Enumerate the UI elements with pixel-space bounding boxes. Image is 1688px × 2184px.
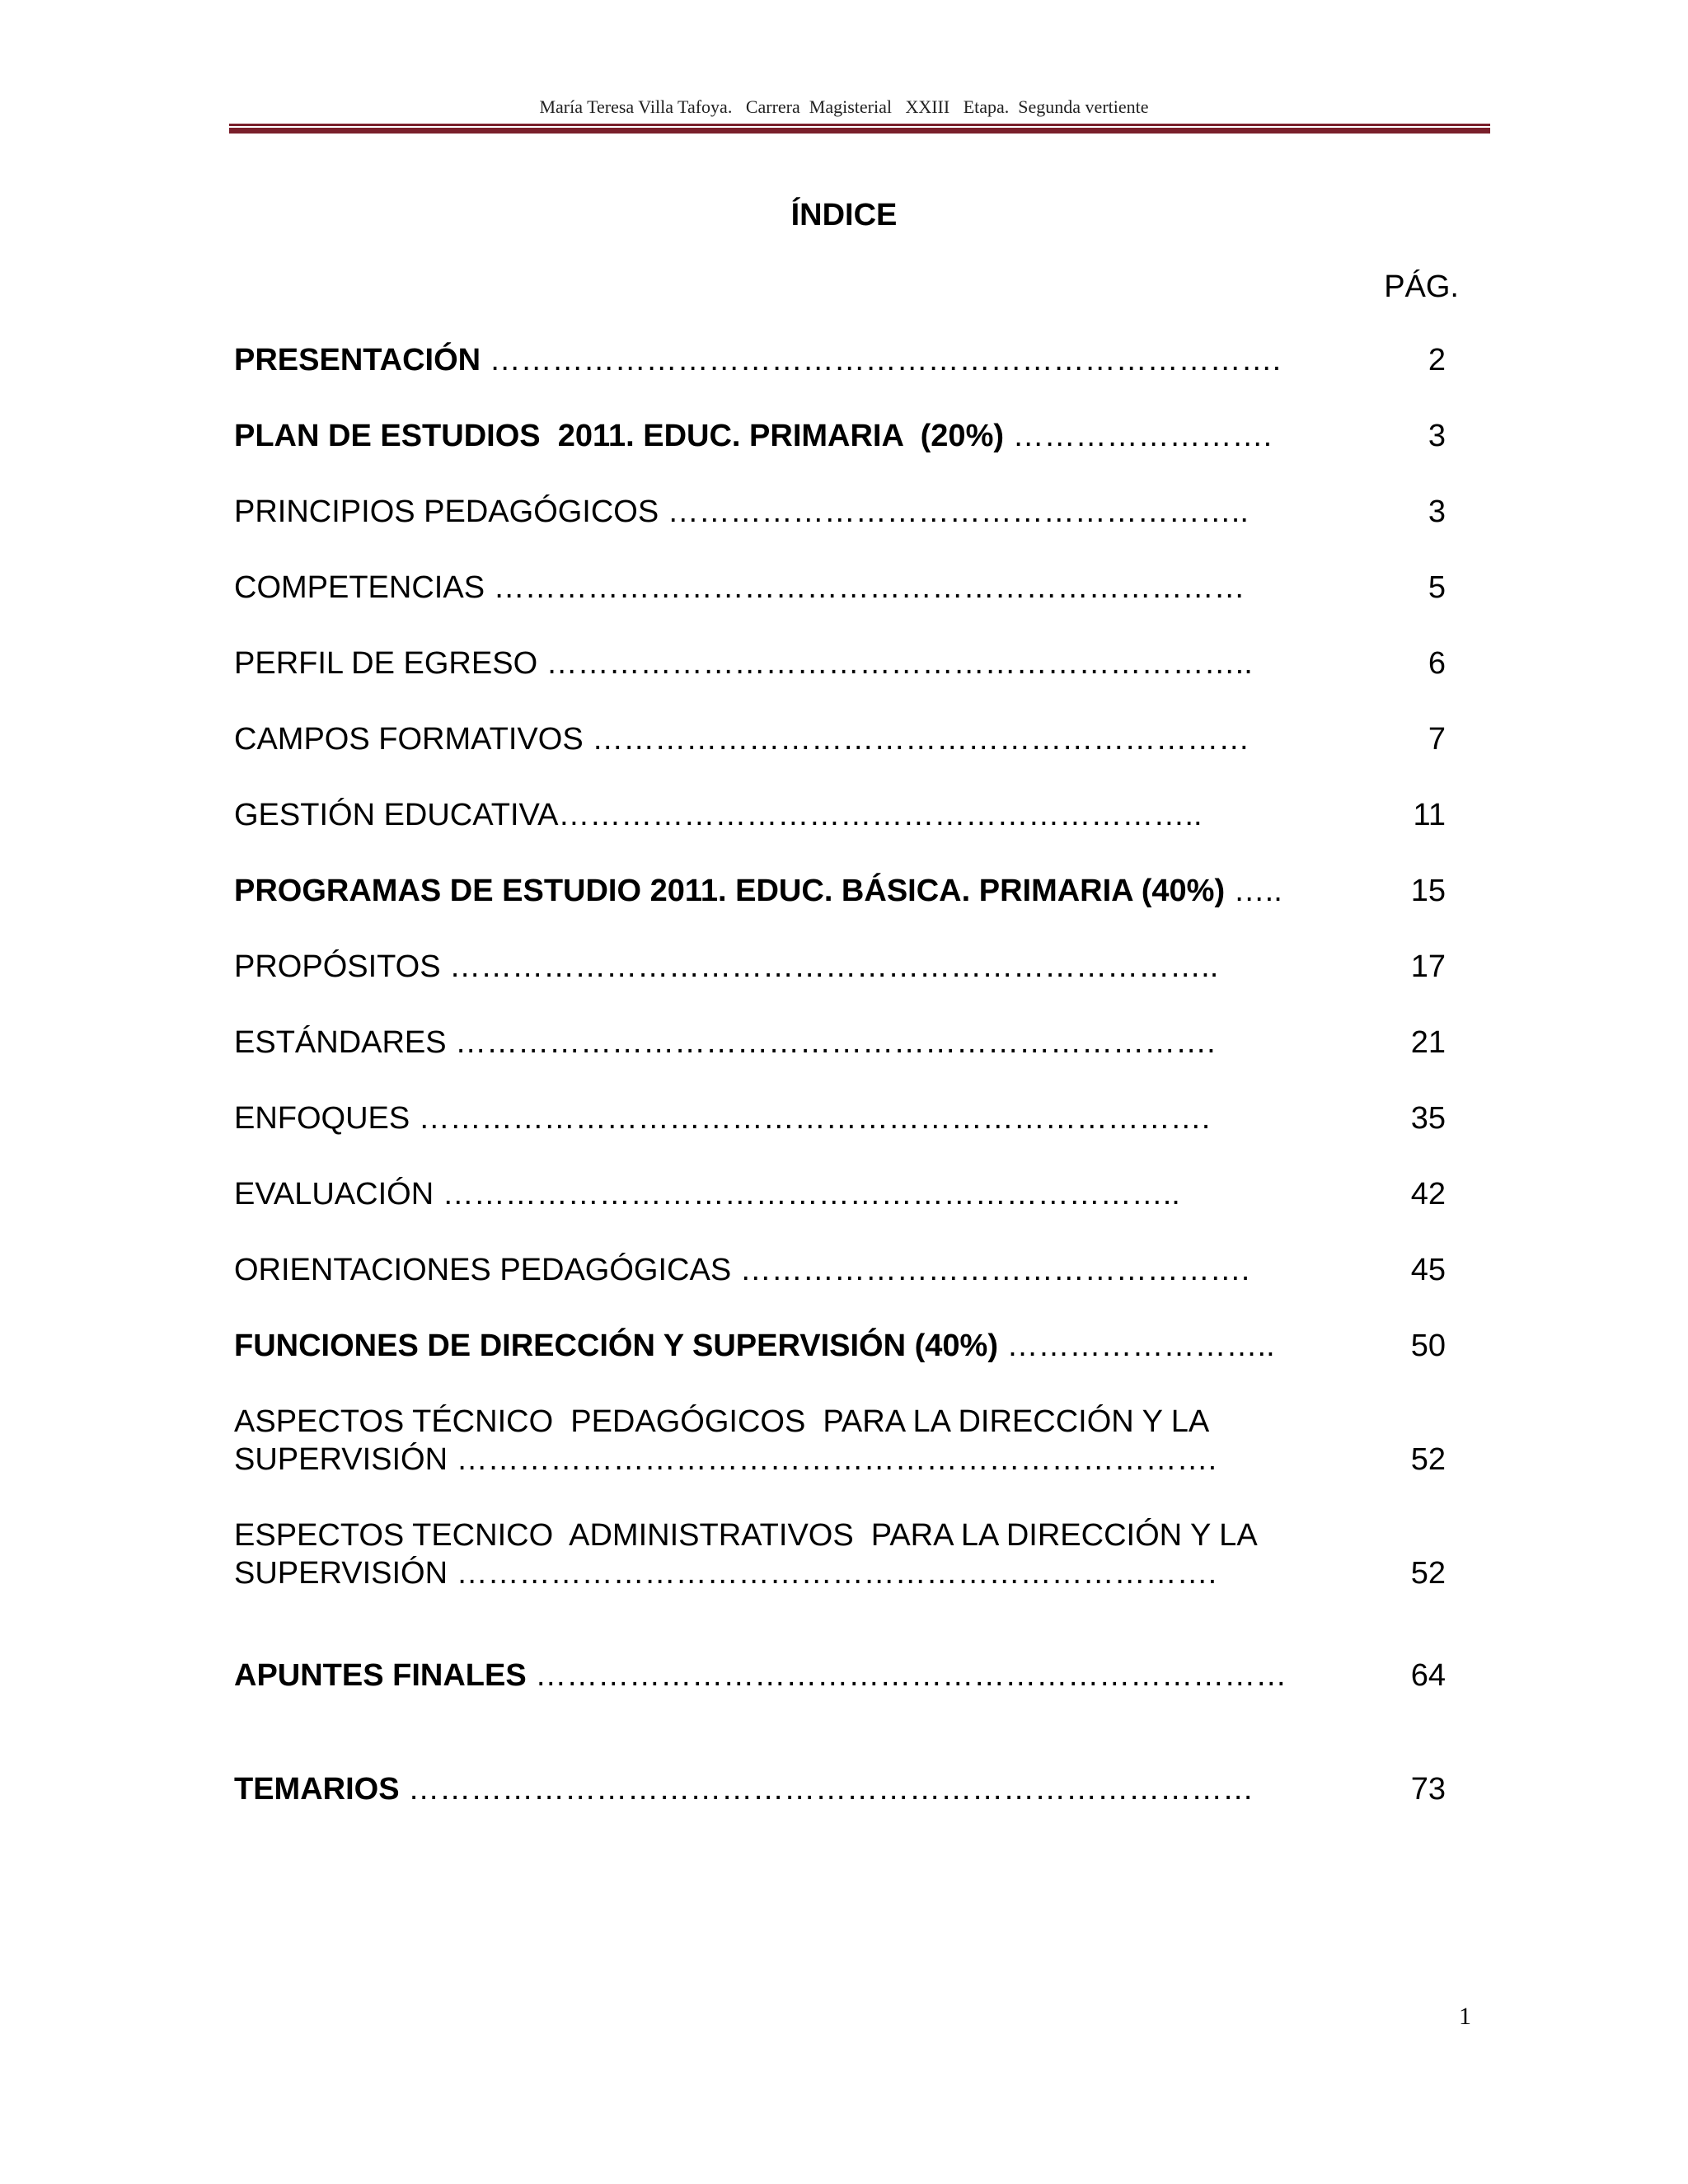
toc-entry-page: 6 [1428, 646, 1446, 681]
toc-entry-label: TEMARIOS [234, 1772, 400, 1807]
toc-entry-aspectos-tecnico-pedagogicos[interactable] [234, 1403, 1446, 1479]
toc-entry-page: 73 [1410, 1772, 1446, 1807]
toc-entry-page: 64 [1410, 1658, 1446, 1693]
toc-entry-estandares[interactable] [234, 1024, 1446, 1062]
toc-entry-label: SUPERVISIÓN [234, 1556, 448, 1591]
toc-entry-propositos[interactable] [234, 948, 1446, 986]
toc-leader-dots: ………………………………………………………….. [537, 646, 1253, 681]
toc-entry-apuntes-finales[interactable] [234, 1657, 1446, 1694]
page-column-label: PÁG. [1384, 269, 1459, 304]
toc-entry-label: FUNCIONES DE DIRECCIÓN Y SUPERVISIÓN (40%) [234, 1329, 998, 1363]
toc-entry-funciones-direccion[interactable] [234, 1327, 1446, 1365]
toc-entry-programas-de-estudio[interactable] [234, 872, 1446, 910]
toc-entry-label: EVALUACIÓN [234, 1177, 434, 1212]
toc-leader-dots: ……………………………………………………………………… [399, 1772, 1254, 1807]
toc-entry-page: 7 [1428, 722, 1446, 757]
toc-entry-label: PROGRAMAS DE ESTUDIO 2011. EDUC. BÁSICA. PRIMARIA (40%) [234, 874, 1226, 908]
toc-leader-dots: …………………………………………. [731, 1253, 1250, 1287]
page-title: ÍNDICE [790, 198, 898, 232]
toc-entry-label: APUNTES FINALES [234, 1658, 527, 1693]
toc-entry-label: ORIENTACIONES PEDAGÓGICAS [234, 1253, 732, 1287]
toc-entry-label-line1: ESPECTOS TECNICO ADMINISTRATIVOS PARA LA DIRECCIÓN Y LA [234, 1518, 1258, 1553]
toc-entry-orientaciones-pedagogicas[interactable] [234, 1251, 1446, 1289]
toc-entry-enfoques[interactable] [234, 1099, 1446, 1137]
toc-leader-dots: ……………………………………………….. [659, 494, 1249, 529]
toc-entry-page: 3 [1428, 419, 1446, 453]
toc-entry-gestion-educativa[interactable] [234, 796, 1446, 834]
toc-entry-page: 35 [1410, 1101, 1446, 1136]
toc-entry-label: PERFIL DE EGRESO [234, 646, 538, 681]
toc-leader-dots: ……………………………………………………………….. [440, 949, 1219, 984]
toc-entry-espectos-tecnico-administrativos[interactable] [234, 1516, 1446, 1592]
toc-entry-perfil-de-egreso[interactable] [234, 644, 1446, 682]
toc-entry-label: PRINCIPIOS PEDAGÓGICOS [234, 494, 659, 529]
toc-entry-page: 45 [1410, 1253, 1446, 1287]
toc-entry-page: 15 [1410, 874, 1446, 908]
toc-entry-principios-pedagogicos[interactable] [234, 493, 1446, 531]
header-rule [229, 124, 1490, 134]
toc-entry-page: 3 [1428, 494, 1446, 529]
toc-entry-temarios[interactable] [234, 1770, 1446, 1808]
toc-leader-dots: ………………………………………………………………. [446, 1025, 1216, 1060]
toc-entry-page: 50 [1410, 1329, 1446, 1363]
toc-entry-label: PROPÓSITOS [234, 949, 441, 984]
toc-entry-page: 17 [1410, 949, 1446, 984]
toc-entry-page: 52 [1410, 1556, 1446, 1591]
toc-entry-label: COMPETENCIAS [234, 570, 485, 605]
toc-entry-label: ESTÁNDARES [234, 1025, 447, 1060]
toc-leader-dots: …………………………………………………………………. [481, 343, 1282, 377]
toc-leader-dots: ……………………. [1004, 419, 1273, 453]
running-header: María Teresa Villa Tafoya. Carrera Magisterial XXIII Etapa. Segunda vertiente [539, 96, 1149, 117]
toc-entry-page: 11 [1413, 798, 1446, 832]
toc-leader-dots: ………………………………………………………………. [448, 1556, 1217, 1591]
toc-leader-dots: ……………………………………………………………… [485, 570, 1245, 605]
toc-leader-dots: …………………….. [997, 1329, 1275, 1363]
toc-entry-page: 42 [1410, 1177, 1446, 1212]
header-rule-thin [229, 124, 1490, 126]
toc-entry-campos-formativos[interactable] [234, 720, 1446, 758]
toc-entry-label: GESTIÓN EDUCATIVA [234, 798, 559, 832]
toc-leader-dots: …………………………………………………………….. [434, 1177, 1180, 1212]
toc-entry-evaluacion[interactable] [234, 1175, 1446, 1213]
toc-entry-label: CAMPOS FORMATIVOS [234, 722, 584, 757]
toc-entry-competencias[interactable] [234, 569, 1446, 607]
toc-entry-page: 52 [1410, 1442, 1446, 1477]
toc-leader-dots: ………………………………………………………………. [448, 1442, 1217, 1477]
toc-entry-page: 21 [1410, 1025, 1446, 1060]
toc-entry-label: ENFOQUES [234, 1101, 410, 1136]
toc-entry-presentacion[interactable] [234, 341, 1446, 379]
toc-leader-dots: ……………………………………………………………… [526, 1658, 1287, 1693]
toc-entry-page: 5 [1428, 570, 1446, 605]
header-rule-thick [229, 128, 1490, 134]
toc-leader-dots: …………………………………………………….. [558, 798, 1203, 832]
toc-leader-dots: ……………………………………………………… [583, 722, 1250, 757]
toc-entry-label: SUPERVISIÓN [234, 1442, 448, 1477]
toc-entry-page: 2 [1428, 343, 1446, 377]
toc-entry-label: PLAN DE ESTUDIOS 2011. EDUC. PRIMARIA (20%) [234, 419, 1005, 453]
toc-entry-plan-de-estudios[interactable] [234, 417, 1446, 455]
toc-entry-label-line1: ASPECTOS TÉCNICO PEDAGÓGICOS PARA LA DIRECCIÓN Y LA [234, 1404, 1210, 1439]
toc-leader-dots: …………………………………………………………………. [410, 1101, 1211, 1136]
toc-entry-label: PRESENTACIÓN [234, 343, 481, 377]
page-number: 1 [1459, 2003, 1471, 2030]
toc-leader-dots: ….. [1225, 874, 1282, 908]
